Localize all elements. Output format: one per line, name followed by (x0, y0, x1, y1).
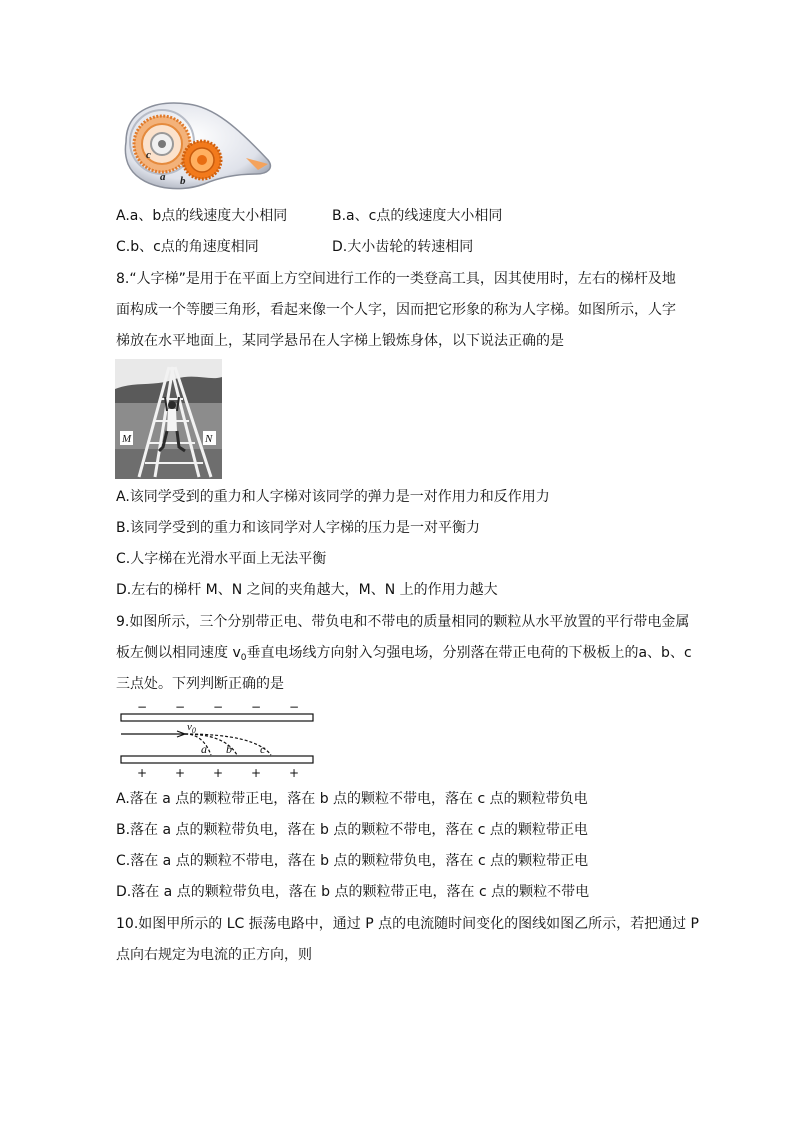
q9-stem-line2-post: 垂直电场线方向射入匀强电场，分别落在带正电荷的下极板上的a、b、c (246, 645, 692, 661)
plus-sign-4: + (251, 766, 262, 780)
q8-option-c: C.人字梯在光滑水平面上无法平衡 (116, 551, 327, 567)
q8-stem-line1: 8.“人字梯”是用于在平面上方空间进行工作的一类登高工具，因其使用时，左右的梯杆及地 (116, 271, 676, 287)
q7-option-b: B.a、c点的线速度大小相同 (332, 208, 503, 224)
q10-stem-line1: 10.如图甲所示的 LC 振荡电路中，通过 P 点的电流随时间变化的图线如图乙所示，若把通过 P (116, 916, 699, 932)
label-m: M (122, 433, 132, 445)
q9-stem-line2-pre: 板左侧以相同速度 v (116, 645, 241, 661)
q9-stem-line2 (116, 643, 692, 668)
q8-stem-line3: 梯放在水平地面上，某同学悬吊在人字梯上锻炼身体，以下说法正确的是 (116, 333, 564, 349)
plus-sign-2: + (175, 766, 186, 780)
point-b: b (226, 742, 232, 756)
ladder-photo-figure (115, 359, 222, 479)
plus-sign-5: + (289, 766, 300, 780)
point-label-a: a (160, 171, 166, 183)
point-label-c: c (146, 149, 151, 161)
minus-sign-5: − (289, 700, 300, 714)
minus-sign-3: − (213, 700, 224, 714)
q8-option-b: B.该同学受到的重力和该同学对人字梯的压力是一对平衡力 (116, 520, 481, 536)
q9-option-a: A.落在 a 点的颗粒带正电，落在 b 点的颗粒不带电，落在 c 点的颗粒带负电 (116, 791, 588, 807)
v0-label: $v_0$ (187, 721, 196, 735)
q9-option-b: B.落在 a 点的颗粒带负电，落在 b 点的颗粒不带电，落在 c 点的颗粒带正电 (116, 822, 588, 838)
q7-option-a: A.a、b点的线速度大小相同 (116, 208, 288, 224)
plus-sign-1: + (137, 766, 148, 780)
label-n: N (205, 433, 213, 445)
q9-option-d: D.落在 a 点的颗粒带负电，落在 b 点的颗粒带正电，落在 c 点的颗粒不带电 (116, 884, 590, 900)
point-c: c (260, 742, 266, 756)
minus-sign-2: − (175, 700, 186, 714)
q7-option-d: D.大小齿轮的转速相同 (332, 239, 474, 255)
q8-option-d: D.左右的梯杆 M、N 之间的夹角越大，M、N 上的作用力越大 (116, 582, 498, 598)
v-subscript: 0 (240, 653, 247, 663)
plus-sign-3: + (213, 766, 224, 780)
q9-stem-line1: 9.如图所示，三个分别带正电、带负电和不带电的质量相同的颗粒从水平放置的平行带电金属 (116, 614, 690, 630)
q10-stem-line2: 点向右规定为电流的正方向，则 (116, 947, 312, 963)
point-a: a (201, 742, 207, 756)
q9-option-c: C.落在 a 点的颗粒不带电，落在 b 点的颗粒带负电，落在 c 点的颗粒带正电 (116, 853, 589, 869)
minus-sign-4: − (251, 700, 262, 714)
correction-tape-figure (118, 98, 274, 192)
point-label-b: b (180, 175, 186, 187)
q7-option-c: C.b、c点的角速度相同 (116, 239, 259, 255)
q8-option-a: A.该同学受到的重力和人字梯对该同学的弹力是一对作用力和反作用力 (116, 489, 550, 505)
minus-sign-1: − (137, 700, 148, 714)
q8-stem-line2: 面构成一个等腰三角形，看起来像一个人字，因而把它形象的称为人字梯。如图所示，人字 (116, 302, 676, 318)
capacitor-plates-figure (115, 700, 320, 780)
q9-stem-line3: 三点处。下列判断正确的是 (116, 676, 284, 692)
